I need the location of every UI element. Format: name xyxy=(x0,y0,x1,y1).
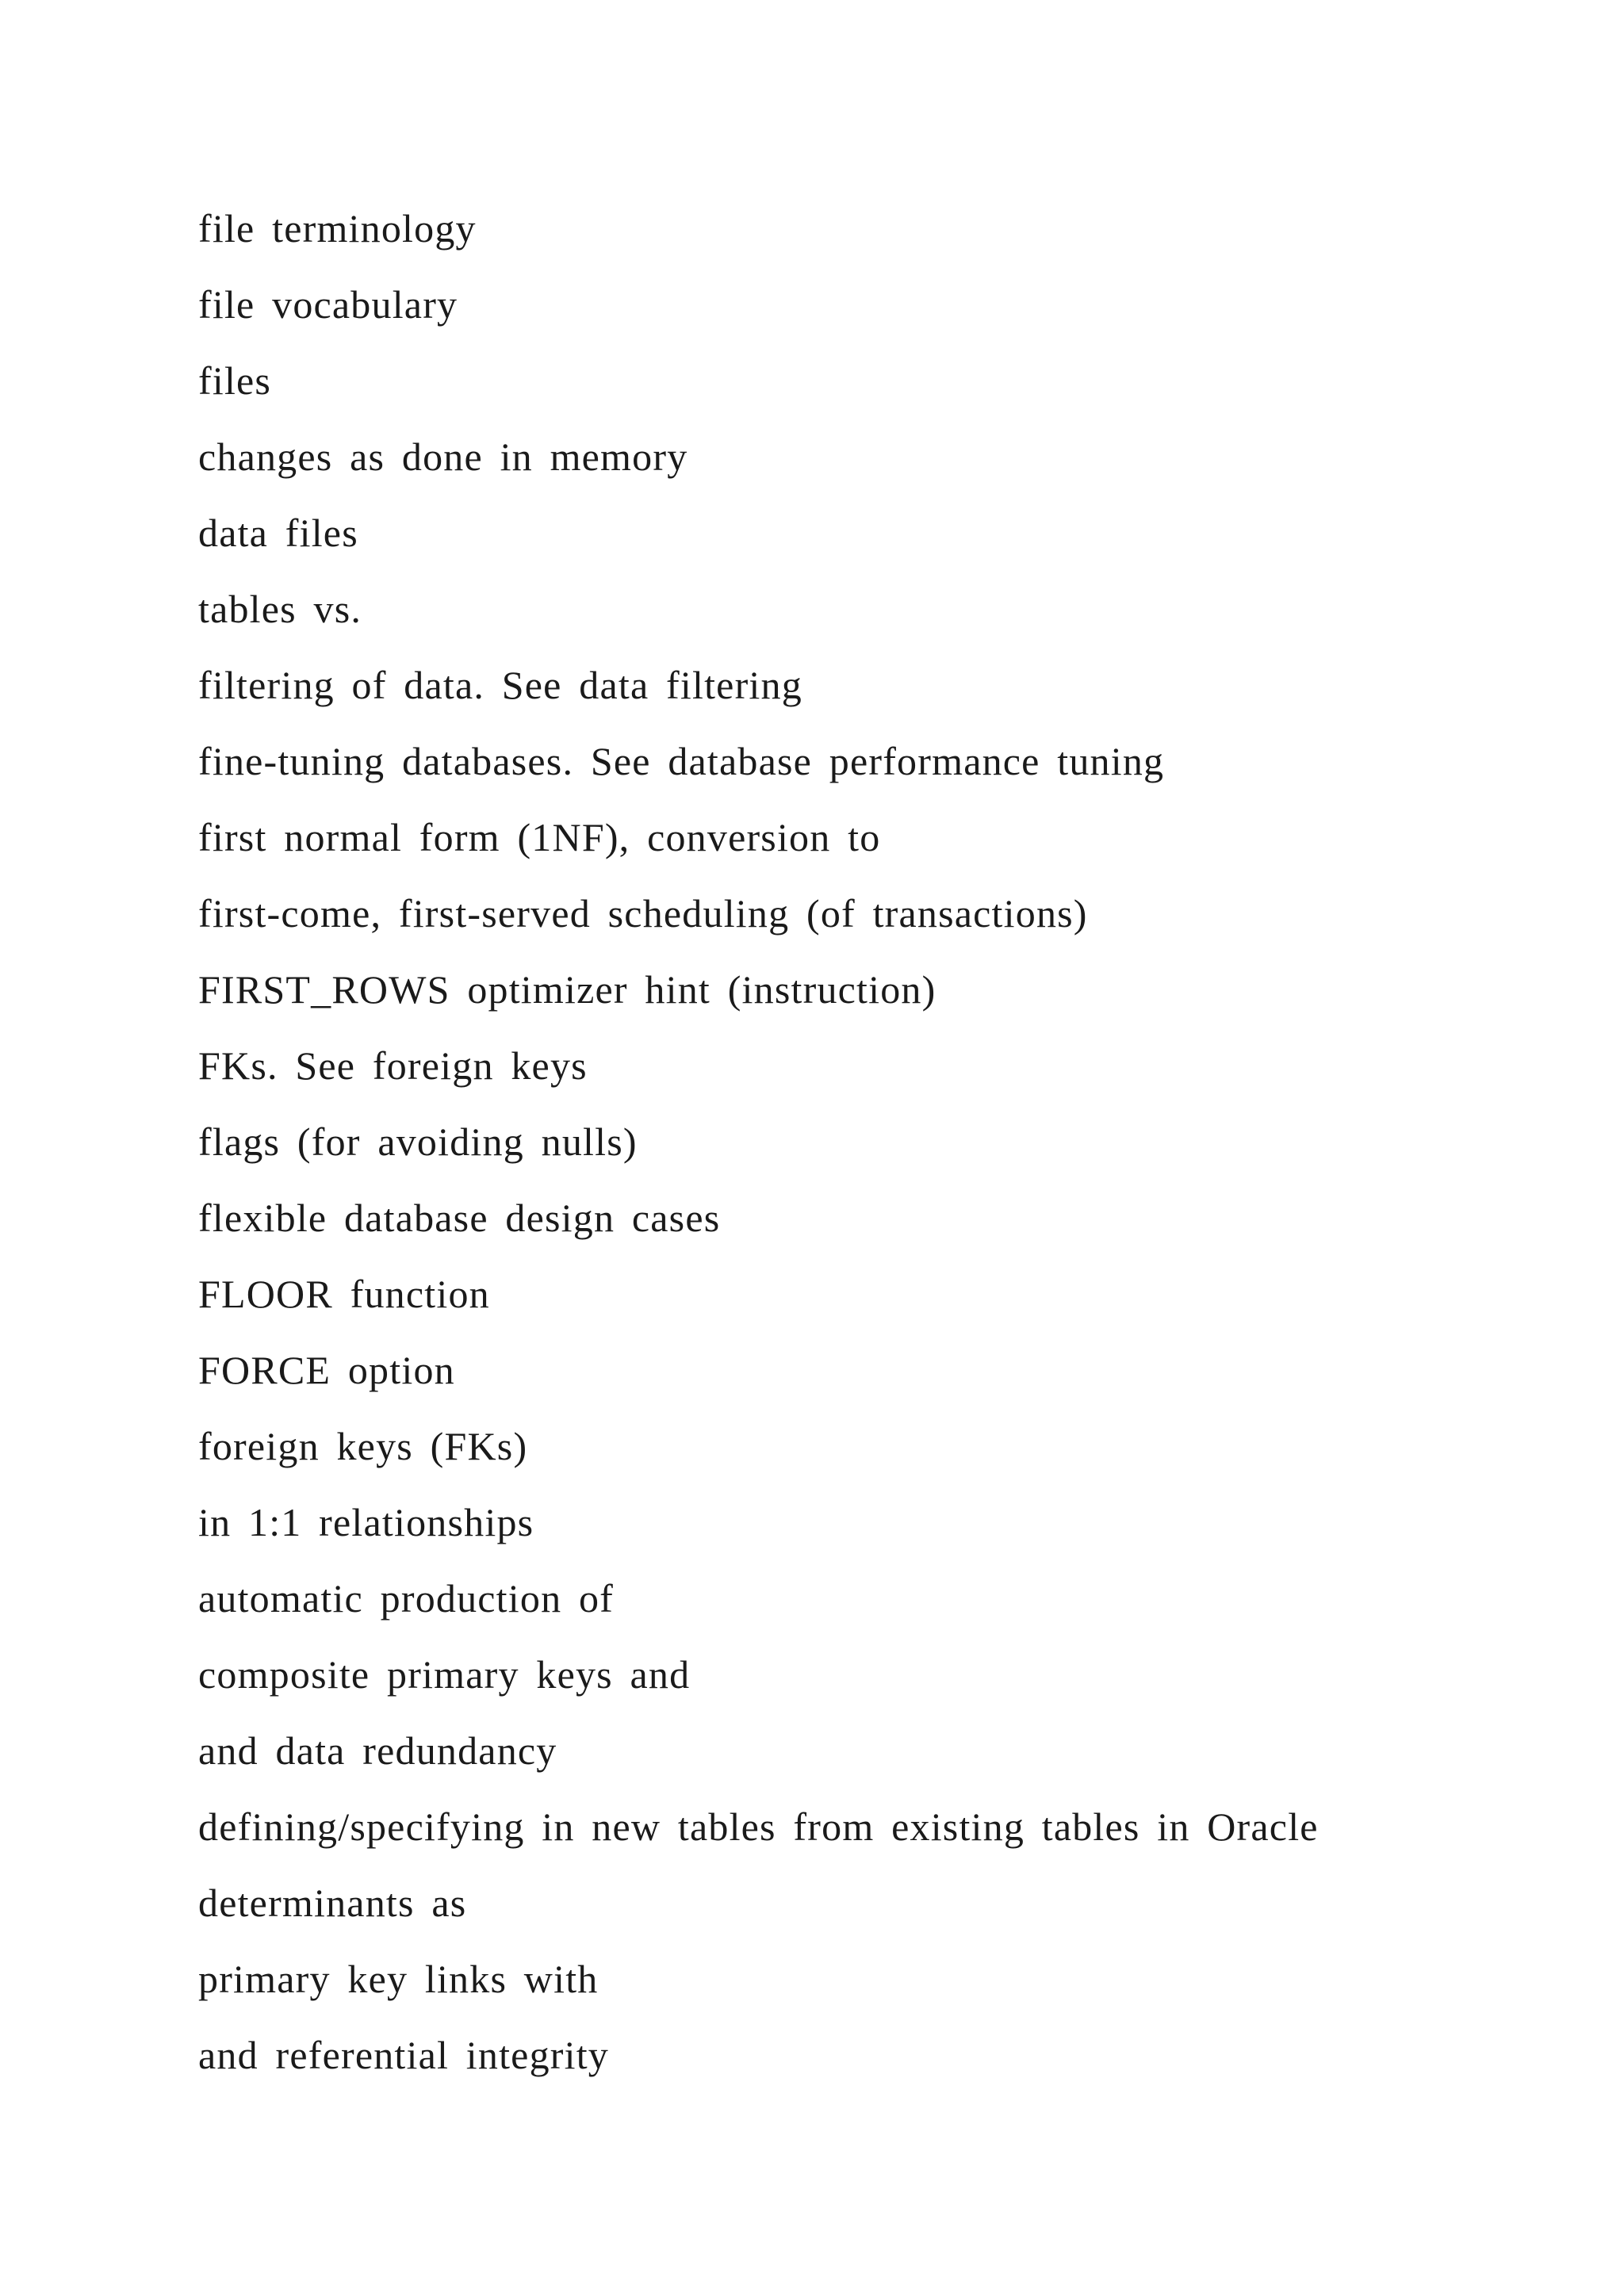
index-entry: determinants as xyxy=(198,1881,467,1925)
index-entry: flags (for avoiding nulls) xyxy=(198,1119,638,1164)
index-entry: foreign keys (FKs) xyxy=(198,1424,528,1468)
index-entry: tables vs. xyxy=(198,587,362,631)
index-entry: fine-tuning databases. See database performance tuning xyxy=(198,739,1165,783)
index-entry: FORCE option xyxy=(198,1348,455,1392)
index-entry: file vocabulary xyxy=(198,282,458,327)
index-entry: changes as done in memory xyxy=(198,434,688,479)
index-entry: and data redundancy xyxy=(198,1728,557,1773)
index-entry: and referential integrity xyxy=(198,2033,609,2077)
index-entry: defining/specifying in new tables from existing tables in Oracle xyxy=(198,1804,1319,1849)
index-entry-list xyxy=(198,190,1546,2093)
index-entry: first-come, first-served scheduling (of transactions) xyxy=(198,891,1088,936)
index-entry: FIRST_ROWS optimizer hint (instruction) xyxy=(198,967,936,1012)
index-entry: FKs. See foreign keys xyxy=(198,1043,588,1088)
index-entry: filtering of data. See data filtering xyxy=(198,663,802,707)
index-entry: composite primary keys and xyxy=(198,1652,691,1697)
index-entry: primary key links with xyxy=(198,1957,599,2001)
index-entry: files xyxy=(198,358,272,403)
index-entry: automatic production of xyxy=(198,1576,615,1621)
index-entry: first normal form (1NF), conversion to xyxy=(198,815,881,859)
index-entry: flexible database design cases xyxy=(198,1196,721,1240)
index-entry: FLOOR function xyxy=(198,1272,490,1316)
index-entry: file terminology xyxy=(198,206,477,251)
index-entry: data files xyxy=(198,511,358,555)
index-entry: in 1:1 relationships xyxy=(198,1500,534,1544)
